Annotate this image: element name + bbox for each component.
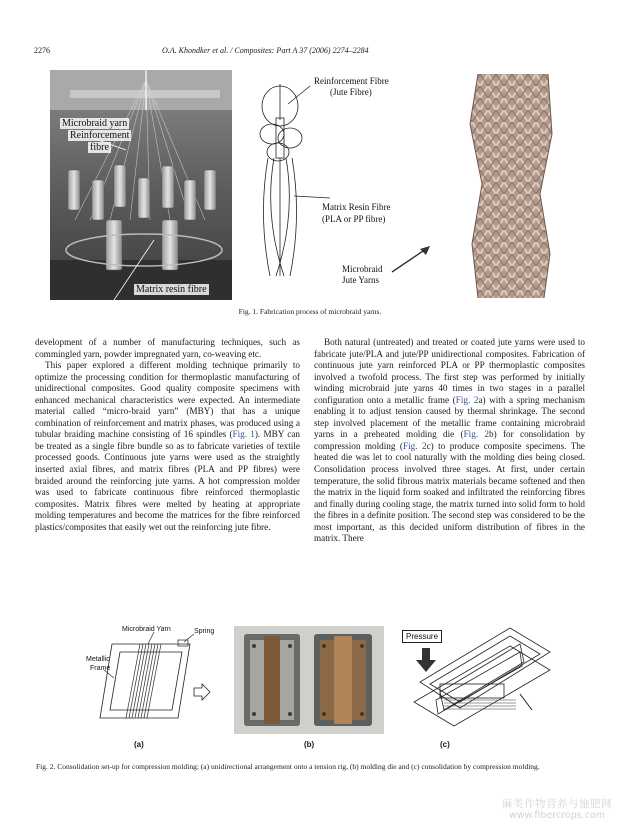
label-microbraid-yarn-fig2: Microbraid Yarn [122, 626, 171, 633]
label-spring: Spring [194, 628, 215, 635]
figure-1-reference-link[interactable]: Fig. 1 [232, 429, 255, 440]
label-pla-or-pp: (PLA or PP fibre) [322, 214, 386, 224]
figure-2 [82, 622, 560, 754]
paragraph: development of a number of manufacturing techniques, such as commingled yarn, powder impregnated yarn, co-weaving etc. [35, 337, 300, 359]
label-matrix-resin-fibre: Matrix resin fibre [136, 284, 207, 295]
label-jute-yarns: Jute Yarns [342, 275, 380, 285]
braiding-diagram [250, 76, 430, 296]
figure-1 [50, 70, 578, 300]
figure-2-reference-link[interactable]: Fig. 2 [463, 429, 490, 440]
label-fibre: fibre [90, 142, 109, 153]
running-title: O.A. Khondker et al. / Composites: Part A 37 (2006) 2274–2284 [162, 46, 369, 55]
figure-2-reference-link[interactable]: Fig. 2 [402, 440, 427, 451]
panel-c-compression-molding [400, 622, 560, 749]
watermark-url: www.fibercrops.com [508, 810, 606, 821]
panel-a-tag: (a) [134, 740, 144, 749]
panel-b-molding-die-photo [234, 626, 384, 734]
molding-die-image [234, 626, 384, 734]
microbraid-yarn-photo [448, 74, 578, 298]
label-pressure: Pressure [402, 630, 442, 643]
figure-2-reference-link[interactable]: Fig. 2 [455, 394, 479, 405]
figure-2-caption: Fig. 2. Consolidation set-up for compression molding: (a) unidirectional arrangement onto a tension rig, (b) molding die and (c) consolidation by compression molding. [36, 762, 540, 771]
braiding-machine-illustration [50, 70, 232, 300]
microbraid-yarn-image [448, 74, 578, 298]
label-frame: Frame [90, 665, 111, 672]
braiding-machine-photo [50, 70, 232, 300]
label-jute-fibre: (Jute Fibre) [330, 87, 372, 97]
watermark [498, 798, 616, 822]
page-number: 2276 [34, 46, 50, 55]
label-microbraid-yarn: Microbraid yarn [62, 118, 128, 129]
paragraph: This paper explored a different molding technique primarily to optimize the processing condition for thermoplastic manufacturing of unidirectional composites. Good quality composite specimens with enhanced mechanical characteristics were expected. An intermediate material called “micro-braid yarn” (MBY) that has a unique combination of reinforcement and matrix phases, was produced using a tubular braiding machine consisting of 16 spindles (Fig. 1). MBY can be treated as a single fibre bundle so as to fabricate varieties of textile processed goods. Continuous jute yarns were used as the straightly inserted axial fibres, and matrix fibres (PLA and PP fibres) were braided around the reinforcing jute yarns. A hot compression molder was used to fabricate continuous fibre reinforced thermoplastic composites. Matrix fibres were melted by heating at appropriate molding temperatures and become the matrices for the fibre reinforced plastics/composites that easily wet out the reinforcing jute fibre. [35, 360, 300, 532]
panel-a-tension-rig [82, 622, 218, 749]
tension-rig-drawing [82, 622, 218, 740]
label-microbraid: Microbraid [342, 264, 383, 274]
label-metallic: Metallic [86, 656, 110, 663]
running-header [34, 46, 586, 58]
panel-c-tag: (c) [440, 740, 450, 749]
right-column [314, 337, 585, 545]
figure-1-caption: Fig. 1. Fabrication process of microbraid yarns. [238, 307, 382, 316]
label-matrix-resin-fibre-diagram: Matrix Resin Fibre [322, 202, 391, 212]
left-column [35, 337, 300, 533]
paragraph: Both natural (untreated) and treated or coated jute yarns were used to fabricate jute/PLA and jute/PP unidirectional composites. Fabrication of continuous jute yarn reinforced PLA or PP thermoplastic composites involved a twofold process. The first step was performed by initially winding microbraid jute yarns 40 times in two stages in a parallel configuration onto a metallic frame (Fig. 2a) with a spring mechanism enabling it to adjust tension caused by thermal shrinkage. The second step involved placement of the metallic frame containing microbraid yarns in a preheated molding die (Fig. 2b) for consolidation by compression molding (Fig. 2c) to produce composite specimens. The heated die was let to cool naturally with the molding dies being closed. Consolidation process involved three stages. At first, under certain temperature, the solid fibrous matrix materials became softened and then the matrix in the liquid form soaked and infiltrated the reinforcing fibres and finally during cooling stage, the matrix turned into solid form to hold the fibres in a definite position. The second step was considered to be the most important, as this decided uniform distribution of fibres in the matrix. There [314, 337, 585, 544]
label-reinforcement-fibre: Reinforcement Fibre [314, 76, 389, 86]
watermark-chinese-text: 麻类作物营养与施肥网 [502, 798, 612, 810]
panel-b-tag: (b) [304, 740, 315, 749]
label-reinforcement: Reinforcement [70, 130, 130, 141]
pointer-arrow-icon [390, 244, 432, 276]
